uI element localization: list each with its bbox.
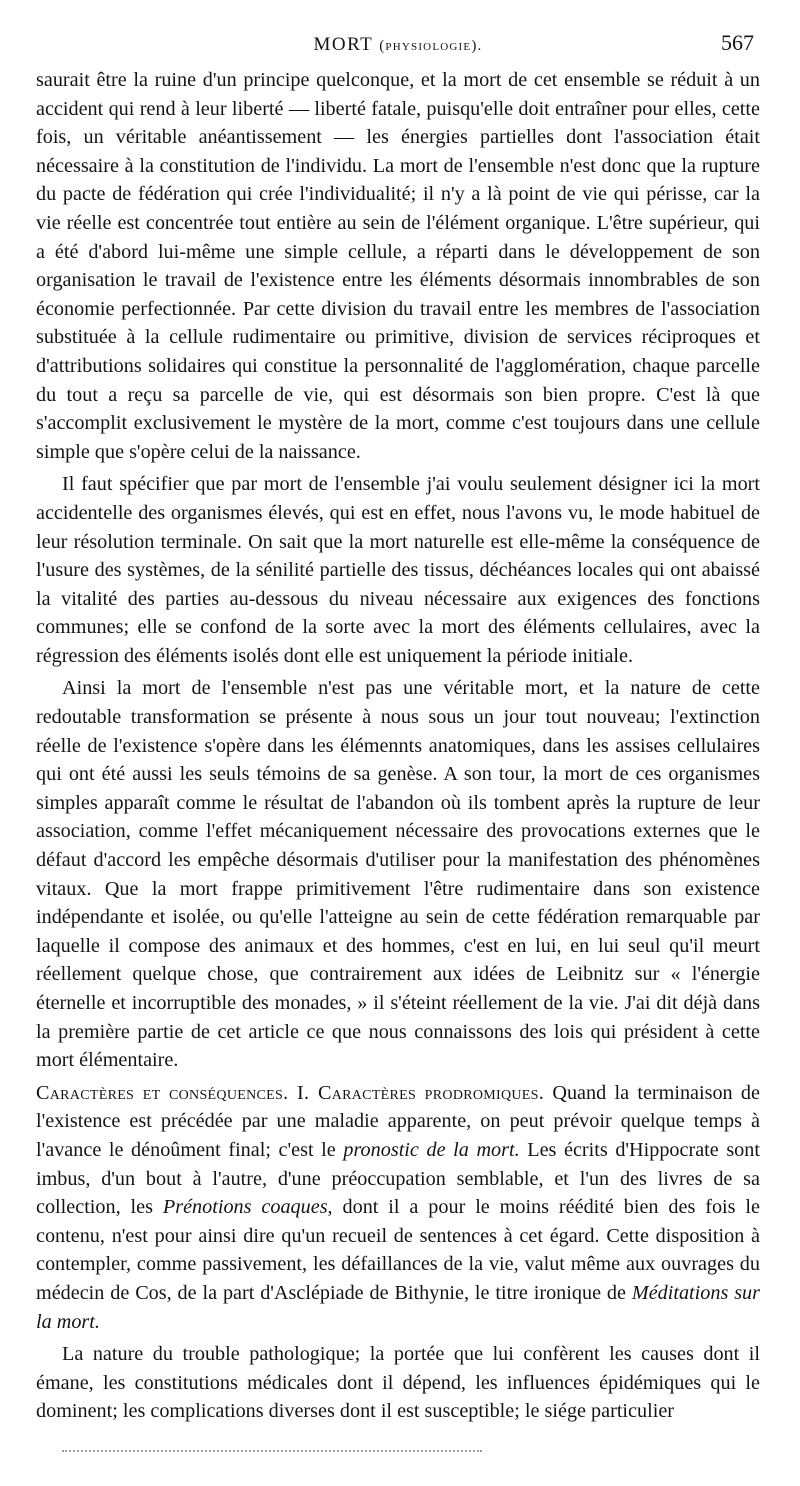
running-head-subtitle: (physiologie).	[379, 38, 483, 54]
paragraph-4-italic-b: Prénotions coaques	[162, 1196, 328, 1219]
paragraph-4-italic-a: pronostic de la mort.	[343, 1138, 520, 1161]
page-header	[36, 30, 760, 60]
paragraph-5: La nature du trouble pathologique; la portée que lui confèrent les causes dont il émane, les constitutions médicales dont il dépend, les influences épidémiques qui le dominent; les complications diverses dont il est susceptible; le siége particulier	[36, 1343, 760, 1423]
running-head	[36, 34, 760, 56]
paragraph-2: Il faut spécifier que par mort de l'ensemble j'ai voulu seulement désigner ici la mort accidentelle des organismes élevés, qui est en effet, nous l'avons vu, le mode habituel de leur résolution terminale. On sait que la mort naturelle est elle-même la conséquence de l'usure des systèmes, de la sénilité partielle des tissus, déchéances locales qui ont abaissé la vitalité des parties au-dessous du niveau nécessaire aux exigences des fonctions communes; elle se confond de la sorte avec la mort des éléments cellulaires, avec la régression des éléments isolés dont elle est uniquement la période initiale.	[36, 473, 760, 667]
paragraph-4-text-a: Quand la terminaison de l'existence est précédée par une maladie apparente, on peut prévoir quelque temps à l'avance le dénoûment final; c'est le	[36, 1081, 760, 1161]
section-heading: Caractères et conséquences. I. Caractères prodromiques.	[36, 1081, 545, 1104]
paragraph-1: saurait être la ruine d'un principe quelconque, et la mort de cet ensemble se réduit à un accident qui rend à leur liberté — liberté fatale, puisqu'elle doit entraîner pour elles, cette fois, un véritable anéantissement — les énergies partielles dont l'association était nécessaire à la constitution de l'individu. La mort de l'ensemble n'est donc que la rupture du pacte de fédération qui crée l'individualité; il n'y a là point de vie qui périsse, car la vie réelle est concentrée tout entière au sein de l'élément organique. L'être supérieur, qui a été d'abord lui-même une simple cellule, a réparti dans le développement de son organisation le travail de l'existence entre les éléments désormais innombrables de son économie perfectionnée. Par cette division du travail entre les membres de l'association substituée à la cellule rudimentaire ou primitive, division de services réciproques et d'attributions solidaires qui constitue la personnalité de l'agglomération, chaque parcelle du tout a reçu sa parcelle de vie, qui est désormais son bien propre. C'est là que s'accomplit exclusivement le mystère de la mort, comme c'est toujours dans une cellule simple que s'opère celui de la naissance.	[36, 69, 760, 463]
footer-dotted-rule	[62, 1450, 482, 1452]
article-body	[36, 66, 760, 1426]
paragraph-4-italic-c: Méditations sur la mort.	[36, 1281, 761, 1333]
paragraph-4-text-b: Les écrits d'Hippocrate sont imbus, d'un bout à l'autre, d'une préoccupation semblable, et l'un des livres de sa collection, les	[36, 1138, 760, 1219]
page-number: 567	[721, 30, 754, 55]
running-head-title: MORT	[313, 34, 373, 55]
paragraph-4-text-c: , dont il a pour le moins réédité bien des fois le contenu, n'est pour ainsi dire qu'un recueil de sentences à cet égard. Cette disposition à contempler, comme passivement, les défaillances de la vie, valut même aux ouvrages du médecin de Cos, de la part d'Asclépiade de Bithynie, le titre ironique de	[36, 1196, 760, 1304]
paragraph-4	[36, 1079, 760, 1336]
paragraph-3: Ainsi la mort de l'ensemble n'est pas une véritable mort, et la nature de cette redoutable transformation se présente à nous sous un jour tout nouveau; l'extinction réelle de l'existence s'opère dans les élémennts anatomiques, dans les assises cellulaires qui ont été aussi les seuls témoins de sa genèse. A son tour, la mort de ces organismes simples apparaît comme le résultat de l'abandon où ils tombent après la rupture de leur association, comme l'effet mécaniquement nécessaire des provocations externes que le défaut d'accord les empêche désormais d'utiliser pour la manifestation des phénomènes vitaux. Que la mort frappe primitivement l'être rudimentaire dans son existence indépendante et isolée, ou qu'elle l'atteigne au sein de cette fédération remarquable par laquelle il compose des animaux et des hommes, c'est en lui, en lui seul qu'il meurt réellement quelque chose, que contrairement aux idées de Leibnitz sur « l'énergie éternelle et incorruptible des monades, » il s'éteint réellement de la vie. J'ai dit déjà dans la première partie de cet article ce que nous connaissons des lois qui président à cette mort élémentaire.	[36, 677, 760, 1072]
